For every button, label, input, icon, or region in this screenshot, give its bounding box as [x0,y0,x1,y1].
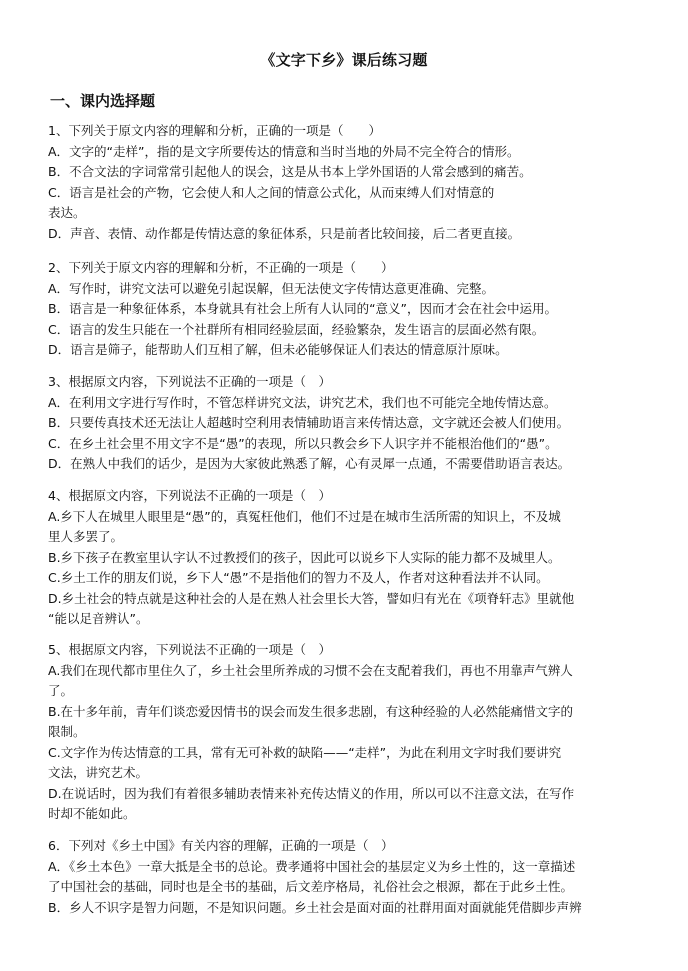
question-1-option-b: B．不合文法的字词常常引起他人的误会，这是从书本上学外国语的人常会感到的痛苦。 [48,164,532,179]
page-title: 《文字下乡》课后练习题 [260,51,428,69]
question-5-option-a: A.我们在现代都市里住久了，乡土社会里所养成的习惯不会在支配着我们，再也不用靠声气辨人 [48,662,573,678]
question-1 [48,121,652,244]
question-5-option-b-continued: 限制。 [48,724,86,739]
question-4-option-a-continued: 里人多罢了。 [48,529,124,544]
question-3-option-d: D．在熟人中我们的话少，是因为大家彼此熟悉了解，心有灵犀一点通，不需要借助语言表达。 [48,456,571,471]
question-3-option-c: C．在乡土社会里不用文字不是“愚”的表现，所以只教会乡下人识字并不能根治他们的“愚”。 [48,435,558,451]
question-5-stem: 5、根据原文内容，下列说法不正确的一项是（ ） [48,642,331,657]
question-6-option-b: B．乡人不识字是智力问题，不是知识问题。乡土社会是面对面的社群用面对面就能凭借脚步声辨 [48,899,582,915]
question-5-option-c: C.文字作为传达情意的工具，常有无可补救的缺陷——“走样”，为此在利用文字时我们要讲究 [48,744,562,760]
question-6-stem: 6．下列对《乡土中国》有关内容的理解，正确的一项是（ ） [48,838,394,853]
question-6-option-a: A．《乡土本色》一章大抵是全书的总论。费孝通将中国社会的基层定义为乡土性的，这一章描述 [48,858,576,874]
question-6-option-a-continued: 了中国社会的基础，同时也是全书的基础，后文差序格局，礼俗社会之根源，都在于此乡土性。 [48,879,574,894]
question-4-option-d-continued: “能以足音辨认”。 [48,611,149,626]
question-3 [48,372,652,475]
question-4-option-b: B.乡下孩子在教室里认字认不过教授们的孩子，因此可以说乡下人实际的能力都不及城里人。 [48,549,561,565]
question-4-option-a: A.乡下人在城里人眼里是“愚”的，真冤枉他们，他们不过是在城市生活所需的知识上，不及城 [48,508,561,524]
question-2-stem: 2、下列关于原文内容的理解和分析，不正确的一项是（ ） [48,260,394,275]
question-6 [48,836,652,918]
question-1-option-d: D．声音、表情、动作都是传情达意的象征体系，只是前者比较间接，后二者更直接。 [48,225,521,241]
question-5-option-d: D.在说话时，因为我们有着很多辅助表情来补充传达情义的作用，所以可以不注意文法，在写作 [48,785,575,801]
question-5-option-a-continued: 了。 [48,683,74,698]
question-2-option-a: A．写作时，讲究文法可以避免引起误解，但无法使文字传情达意更准确、完整。 [48,280,495,296]
question-1-option-c-continued: 表达。 [48,205,86,220]
question-3-option-b: B．只要传真技术还无法让人超越时空利用表情辅助语言来传情达意，文字就还会被人们使用。 [48,415,570,430]
question-3-stem: 3、根据原文内容，下列说法不正确的一项是（ ） [48,374,331,389]
question-5 [48,640,652,825]
question-5-option-b: B.在十多年前，青年们谈恋爱因情书的误会而发生很多悲剧，有这种经验的人必然能痛惜文字的 [48,703,574,719]
question-5-option-d-continued: 时却不能如此。 [48,806,136,821]
question-4 [48,486,652,630]
question-2-option-c: C．语言的发生只能在一个社群所有相同经验层面，经验繁杂，发生语言的层面必然有限。 [48,321,545,337]
question-1-option-c: C．语言是社会的产物，它会使人和人之间的情意公式化，从而束缚人们对情意的 [48,184,495,200]
question-1-option-a: A．文字的“走样”，指的是文字所要传达的情意和当时当地的外局不完全符合的情形。 [48,143,520,159]
question-3-option-a: A．在利用文字进行写作时，不管怎样讲究文法，讲究艺术，我们也不可能完全地传情达意。 [48,394,557,410]
question-4-option-c: C.乡土工作的朋友们说，乡下人“愚”不是指他们的智力不及人，作者对这种看法并不认同。 [48,570,549,585]
question-5-option-c-continued: 文法，讲究艺术。 [48,765,149,780]
question-2 [48,258,652,361]
question-4-stem: 4、根据原文内容，下列说法不正确的一项是（ ） [48,488,331,503]
question-1-stem: 1、下列关于原文内容的理解和分析，正确的一项是（ ） [48,123,381,138]
question-4-option-d: D.乡土社会的特点就是这种社会的人是在熟人社会里长大答，譬如归有光在《项脊轩志》里就他 [48,590,575,606]
question-2-option-b: B．语言是一种象征体系，本身就具有社会上所有人认同的“意义”，因而才会在社会中运用。 [48,301,558,316]
question-2-option-d: D．语言是筛子，能帮助人们互相了解，但未必能够保证人们表达的情意原汁原味。 [48,342,508,357]
section-heading: 一、课内选择题 [50,92,156,110]
